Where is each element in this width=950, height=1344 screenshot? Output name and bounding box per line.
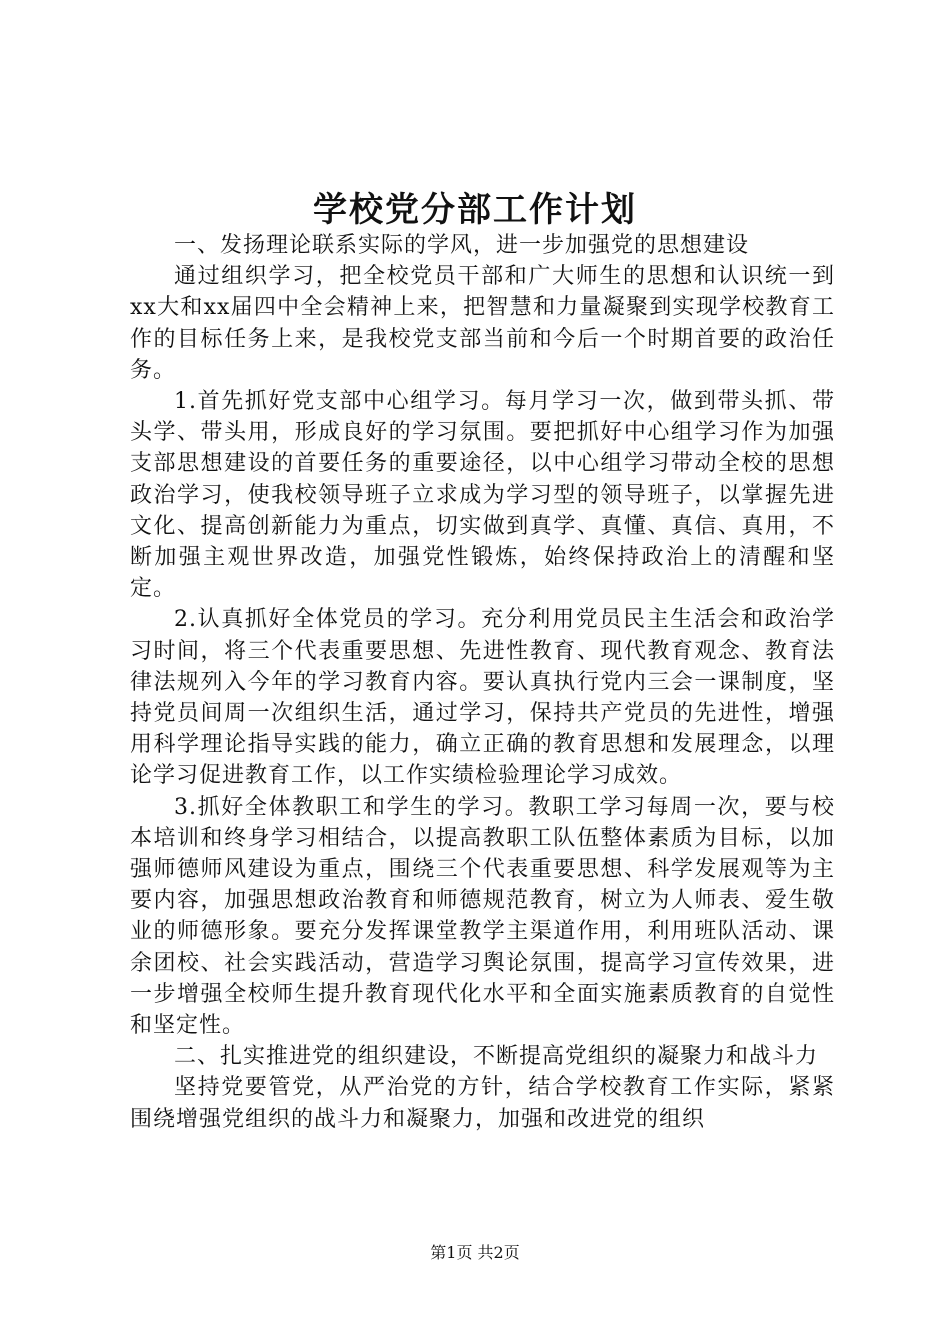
section-heading-1: 一、发扬理论联系实际的学风，进一步加强党的思想建设 (174, 233, 750, 258)
page-number-footer: 第1页 共2页 (430, 1243, 520, 1262)
paragraph-section-2: 坚持党要管党，从严治党的方针，结合学校教育工作实际，紧紧围绕增强党组织的战斗力和凝聚力，加强和改进党的组织 (130, 1075, 835, 1132)
paragraph-intro: 通过组织学习，把全校党员干部和广大师生的思想和认识统一到xx大和xx届四中全会精神上来，把智慧和力量凝聚到实现学校教育工作的目标任务上来，是我校党支部当前和今后一个时期首要的政治任务。 (130, 264, 835, 383)
document-body (130, 230, 835, 1135)
paragraph-item-3: 3.抓好全体教职工和学生的学习。教职工学习每周一次，要与校本培训和终身学习相结合，以提高教职工队伍整体素质为目标，以加强师德师风建设为重点，围绕三个代表重要思想、科学发展观等为主要内容，加强思想政治教育和师德规范教育，树立为人师表、爱生敬业的师德形象。要充分发挥课堂教学主渠道作用，利用班队活动、课余团校、社会实践活动，营造学习舆论氛围，提高学习宣传效果，进一步增强全校师生提升教育现代化水平和全面实施素质教育的自觉性和坚定性。 (130, 794, 835, 1039)
section-heading-2: 二、扎实推进党的组织建设，不断提高党组织的凝聚力和战斗力 (174, 1044, 819, 1070)
paragraph-item-2: 2.认真抓好全体党员的学习。充分利用党员民主生活会和政治学习时间，将三个代表重要思想、先进性教育、现代教育观念、教育法律法规列入今年的学习教育内容。要认真执行党内三会一课制度，坚持党员间周一次组织生活，通过学习，保持共产党员的先进性，增强用科学理论指导实践的能力，确立正确的教育思想和发展理念，以理论学习促进教育工作，以工作实绩检验理论学习成效。 (130, 607, 835, 789)
document-title: 学校党分部工作计划 (313, 190, 637, 230)
paragraph-item-1: 1.首先抓好党支部中心组学习。每月学习一次，做到带头抓、带头学、带头用，形成良好的学习氛围。要把抓好中心组学习作为加强支部思想建设的首要任务的重要途径，以中心组学习带动全校的思想政治学习，使我校领导班子立求成为学习型的领导班子，以掌握先进文化、提高创新能力为重点，切实做到真学、真懂、真信、真用，不断加强主观世界改造，加强党性锻炼，始终保持政治上的清醒和坚定。 (130, 389, 835, 602)
